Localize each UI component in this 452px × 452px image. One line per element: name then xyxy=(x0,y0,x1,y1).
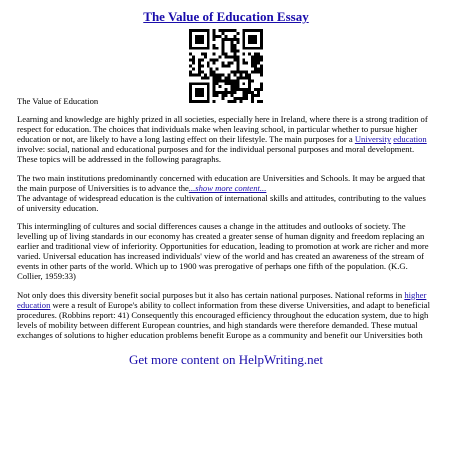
get-more-content-link[interactable]: Get more content on HelpWriting.net xyxy=(128,352,324,367)
paragraph-4 xyxy=(17,290,435,340)
essay-heading: The Value of Education xyxy=(17,96,99,106)
higher-education-link[interactable]: higher education xyxy=(17,289,427,310)
paragraph-3: This intermingling of cultures and social differences causes a change in the attitudes and outlooks of society. The levelling up of living standards in our economy has created a greater sense of human dignity and freedom replacing an earlier and traditional view of inferiority. Opportunities for education, leading to promotion at work are richer and more varied. Universal education has increased individuals' view of the world and has created an awareness of the stream of events in other parts of the world. Which up to 1900 was prerogative of perhaps one fifth of the population. (K.G. Collier, 1959:33) xyxy=(17,220,429,282)
paragraph-2 xyxy=(17,173,435,213)
paragraph-1-text-b: involve: social, national and educational purposes and for the individual personal purposes and moral development. These topics will be addressed in the following paragraphs. xyxy=(17,144,415,165)
show-more-link[interactable]: ...show more content... xyxy=(188,182,267,193)
paragraph-4-text-a: Not only does this diversity benefit social purposes but it also has certain national purposes. National reforms in xyxy=(17,289,405,300)
paragraph-2-text-b: The advantage of widespread education is the cultivation of international skills and attitudes, contributing to the values of university education. xyxy=(17,192,426,213)
page-title[interactable]: The Value of Education Essay xyxy=(143,9,309,24)
university-link[interactable]: University xyxy=(354,134,392,145)
paragraph-1 xyxy=(17,114,435,164)
essay-body xyxy=(17,96,435,348)
education-link[interactable]: education xyxy=(393,134,427,145)
paragraph-4-text-b: were a result of Europe's ability to collect information from these diverse Universities, and adapt to beneficial procedures. (Robbins report: 41) Consequently this encouraged efficiency throughout the education system, due to high levels of mobility between different European countries, and high standards were therefore demanded. These mutual exchanges of solutions to higher education problems benefit Europe as a community and benefit our Universities both xyxy=(17,299,430,340)
paragraph-2-text-a: The two main institutions predominantly concerned with education are Universities and Schools. It may be argued that the main purpose of Universities is to advance the xyxy=(17,172,426,193)
paragraph-1-text-a: Learning and knowledge are highly prized in all societies, especially here in Ireland, where there is a strong tradition of respect for education. The choices that individuals make when leaving school, in particular whether to pursue higher education or not, are likely to have a long lasting effect on their lifestyle. The main purposes for a xyxy=(17,114,428,145)
qr-code-icon xyxy=(189,29,263,103)
